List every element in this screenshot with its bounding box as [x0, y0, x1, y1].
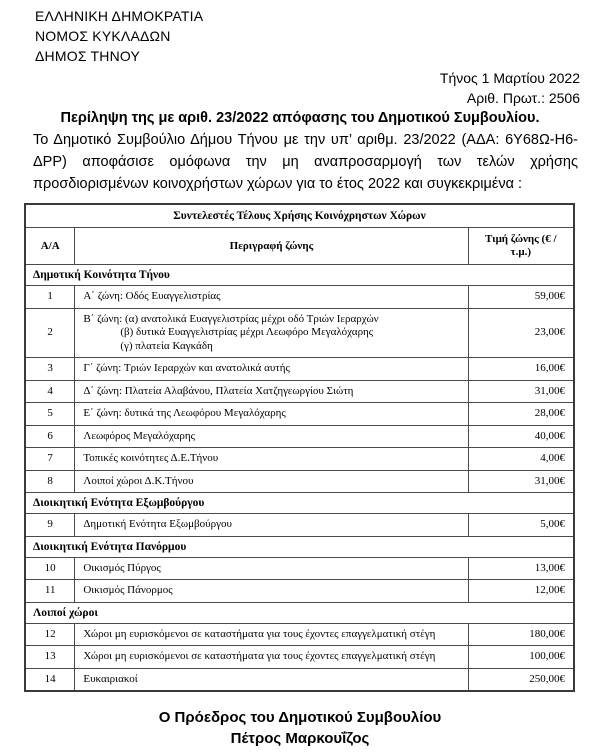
section-row-other-spaces [25, 602, 574, 623]
row-price: 100,00€ [468, 646, 574, 669]
table-title-row [25, 204, 574, 228]
letterhead-line-republic: ΕΛΛΗΝΙΚΗ ΔΗΜΟΚΡΑΤΙΑ [35, 8, 204, 24]
place-date: Τήνος 1 Μαρτίου 2022 [439, 70, 580, 86]
row-price: 12,00€ [468, 580, 574, 603]
section-title: Δημοτική Κοινότητα Τήνου [25, 265, 574, 286]
letterhead-line-prefecture: ΝΟΜΟΣ ΚΥΚΛΑΔΩΝ [35, 28, 171, 44]
table-row [25, 646, 574, 669]
row-desc: Δημοτική Ενότητα Εξωμβούργου [75, 514, 468, 537]
row-desc: Χώροι μη ευρισκόμενοι σε καταστήματα για τους έχοντες επαγγελματική στέγη [75, 623, 468, 646]
row-desc-line-a: Β΄ ζώνη: (α) ανατολικά Ευαγγελιστρίας μέχρι οδό Τριών Ιεραρχών [83, 312, 379, 325]
row-price: 250,00€ [468, 668, 574, 691]
table-row [25, 286, 574, 309]
signature-name: Πέτρος Μαρκουΐζος [230, 730, 370, 747]
row-num: 14 [25, 668, 75, 691]
row-desc: Οικισμός Πάνορμος [75, 580, 468, 603]
table-row [25, 403, 574, 426]
row-num: 12 [25, 623, 75, 646]
protocol-number: Αριθ. Πρωτ.: 2506 [466, 90, 580, 106]
table-row [25, 308, 574, 358]
row-desc: Α΄ ζώνη: Οδός Ευαγγελιστρίας [75, 286, 468, 309]
signature-block [0, 707, 600, 749]
table-row [25, 358, 574, 381]
row-desc: Λοιποί χώροι Δ.Κ.Τήνου [75, 470, 468, 493]
table-row [25, 623, 574, 646]
row-num: 8 [25, 470, 75, 493]
table-title: Συντελεστές Τέλους Χρήσης Κοινόχρηστων Χώρων [25, 204, 574, 228]
row-num: 1 [25, 286, 75, 309]
row-num: 5 [25, 403, 75, 426]
column-header-num: Α/Α [25, 228, 75, 265]
row-desc-line-b: (β) δυτικά Ευαγγελιστρίας μέχρι Λεωφόρο Μεγαλόχαρης [120, 326, 374, 338]
row-price: 4,00€ [468, 448, 574, 471]
table-row [25, 425, 574, 448]
row-num: 10 [25, 557, 75, 580]
row-num: 13 [25, 646, 75, 669]
row-num: 2 [25, 308, 75, 358]
row-price: 5,00€ [468, 514, 574, 537]
row-price: 28,00€ [468, 403, 574, 426]
row-desc: Γ΄ ζώνη: Τριών Ιεραρχών και ανατολικά αυτής [75, 358, 468, 381]
row-desc: Ε΄ ζώνη: δυτικά της Λεωφόρου Μεγαλόχαρης [75, 403, 468, 426]
section-title: Διοικητική Ενότητα Εξωμβούργου [25, 493, 574, 514]
fees-table [24, 203, 575, 692]
row-num: 6 [25, 425, 75, 448]
row-price: 13,00€ [468, 557, 574, 580]
row-desc: Ευκαιριακοί [75, 668, 468, 691]
table-row [25, 380, 574, 403]
summary-title: Περίληψη της με αριθ. 23/2022 απόφασης του Δημοτικού Συμβουλίου. [60, 110, 540, 126]
section-row-panormos [25, 536, 574, 557]
column-header-desc: Περιγραφή ζώνης [75, 228, 468, 265]
dateline [0, 68, 580, 108]
section-row-exomvourgo [25, 493, 574, 514]
row-price: 180,00€ [468, 623, 574, 646]
section-title: Λοιποί χώροι [25, 602, 574, 623]
row-desc: Δ΄ ζώνη: Πλατεία Αλαβάνου, Πλατεία Χατζηγεωργίου Σιώτη [75, 380, 468, 403]
row-desc: Χώροι μη ευρισκόμενοι σε καταστήματα για τους έχοντες επαγγελματική στέγη [75, 646, 468, 669]
section-title: Διοικητική Ενότητα Πανόρμου [25, 536, 574, 557]
row-num: 7 [25, 448, 75, 471]
table-header-row [25, 228, 574, 265]
section-row-tinos [25, 265, 574, 286]
row-price: 40,00€ [468, 425, 574, 448]
row-num: 11 [25, 580, 75, 603]
row-price: 31,00€ [468, 380, 574, 403]
row-desc: Λεωφόρος Μεγαλόχαρης [75, 425, 468, 448]
row-price: 59,00€ [468, 286, 574, 309]
row-num: 4 [25, 380, 75, 403]
table-row [25, 580, 574, 603]
table-row [25, 514, 574, 537]
row-num: 3 [25, 358, 75, 381]
letterhead-line-municipality: ΔΗΜΟΣ ΤΗΝΟΥ [35, 48, 141, 64]
row-desc-line-c: (γ) πλατεία Καγκάδη [120, 339, 213, 352]
row-price: 31,00€ [468, 470, 574, 493]
body-paragraph: Το Δημοτικό Συμβούλιο Δήμου Τήνου με την υπ’ αριθμ. 23/2022 (ΑΔΑ: 6Υ68Ω-Η6-ΔΡΡ) αποφάσισε ομόφωνα την μη αναπροσαρμογή των τελών χρήσης προσδιορισμένων κοινοχρήστων χώρων για το έτος 2022 και συγκεκριμένα : [33, 132, 578, 192]
table-row [25, 668, 574, 691]
table-row [25, 448, 574, 471]
row-price: 23,00€ [468, 308, 574, 358]
table-row [25, 470, 574, 493]
column-header-price: Τιμή ζώνης (€ / τ.μ.) [468, 228, 574, 265]
row-num: 9 [25, 514, 75, 537]
row-desc: Τοπικές κοινότητες Δ.Ε.Τήνου [75, 448, 468, 471]
row-price: 16,00€ [468, 358, 574, 381]
table-row [25, 557, 574, 580]
document-page [0, 6, 600, 753]
signature-title: Ο Πρόεδρος του Δημοτικού Συμβουλίου [158, 709, 442, 726]
row-desc [75, 308, 468, 358]
letterhead [35, 6, 600, 66]
row-desc: Οικισμός Πύργος [75, 557, 468, 580]
